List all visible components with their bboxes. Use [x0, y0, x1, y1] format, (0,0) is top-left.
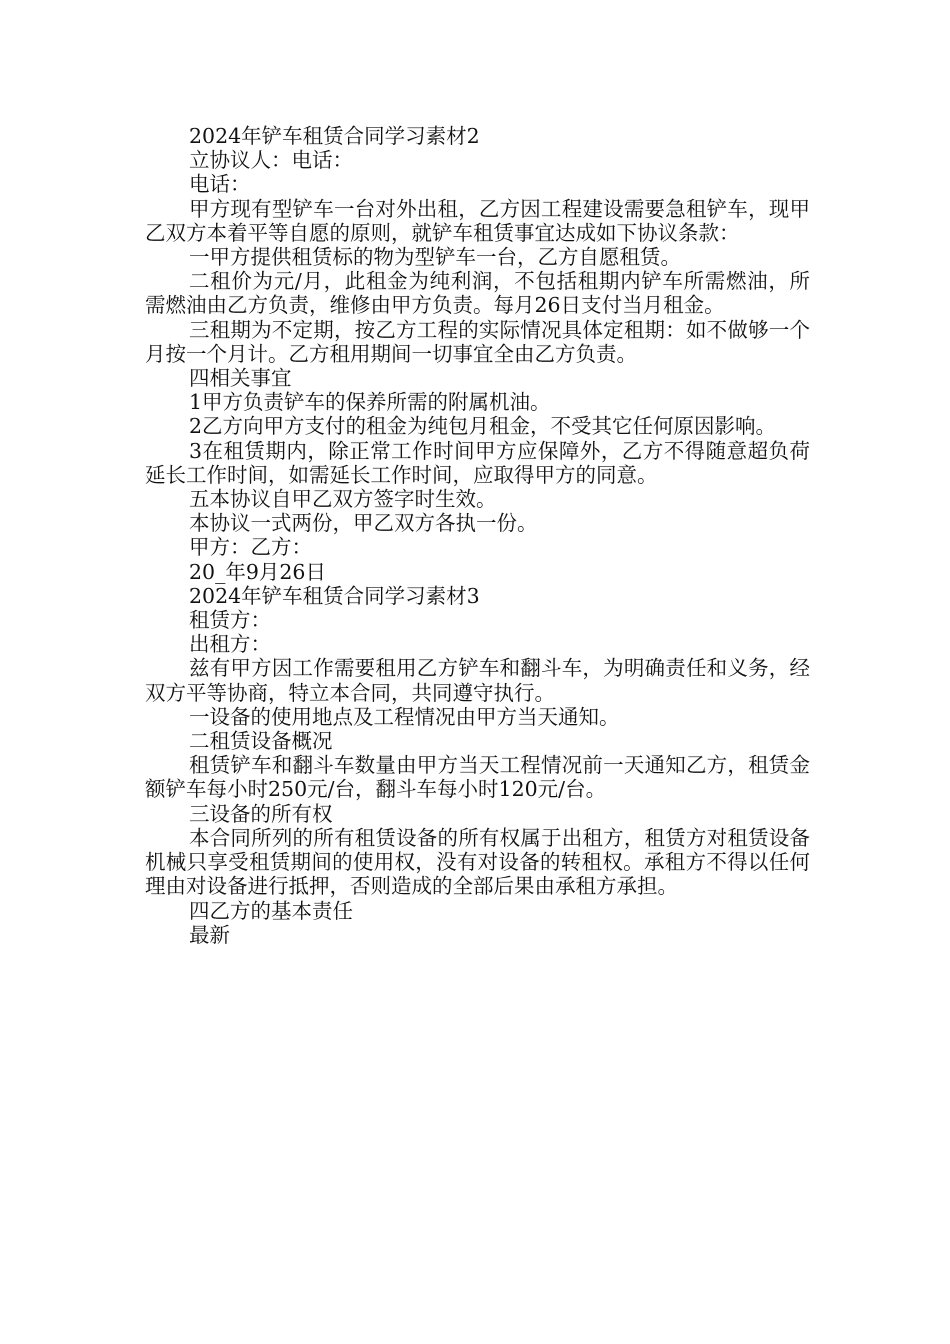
clause-4-item-2: 2乙方向甲方支付的租金为纯包月租金，不受其它任何原因影响。: [189, 414, 777, 439]
section-3-heading: 三设备的所有权: [189, 801, 333, 826]
contract-preamble: 兹有甲方因工作需要租用乙方铲车和翻斗车，为明确责任和义务，经双方平等协商，特立本合同，共同遵守执行。: [145, 656, 810, 705]
preamble-paragraph: 甲方现有型铲车一台对外出租，乙方因工程建设需要急租铲车，现甲乙双方本着平等自愿的原则，就铲车租赁事宜达成如下协议条款：: [145, 196, 810, 245]
agreement-party-line: 立协议人：电话：: [189, 148, 353, 173]
section-3-body: 本合同所列的所有租赁设备的所有权属于出租方，租赁方对租赁设备机械只享受租赁期间的使用权，没有对设备的转租权。承租方不得以任何理由对设备进行抵押，否则造成的全部后果由承租方承担。: [145, 825, 810, 899]
lessor-line: 出租方：: [189, 632, 271, 657]
section-2-body: 租赁铲车和翻斗车数量由甲方当天工程情况前一天通知乙方，租赁金额铲车每小时250元/台，翻斗车每小时120元/台。: [145, 753, 810, 802]
copies-line: 本协议一式两份，甲乙双方各执一份。: [189, 511, 538, 536]
clause-5: 五本协议自甲乙双方签字时生效。: [189, 487, 497, 512]
trailing-text: 最新: [189, 922, 230, 947]
clause-4-item-3: 3在租赁期内，除正常工作时间甲方应保障外，乙方不得随意超负荷延长工作时间，如需延长工作时间，应取得甲方的同意。: [145, 438, 810, 487]
clause-4-heading: 四相关事宜: [189, 366, 292, 391]
document-title-3: 2024年铲车租赁合同学习素材3: [189, 583, 480, 608]
document-page: [145, 124, 810, 947]
date-line: 20_年9月26日: [189, 559, 326, 584]
phone-line: 电话：: [189, 172, 251, 197]
lessee-line: 租赁方：: [189, 608, 271, 633]
signature-line: 甲方：乙方：: [189, 535, 312, 560]
section-2-heading: 二租赁设备概况: [189, 729, 333, 754]
section-1: 一设备的使用地点及工程情况由甲方当天通知。: [189, 704, 620, 729]
clause-1: 一甲方提供租赁标的物为型铲车一台，乙方自愿租赁。: [189, 245, 681, 270]
section-4-heading: 四乙方的基本责任: [189, 898, 353, 923]
clause-2: 二租价为元/月，此租金为纯利润，不包括租期内铲车所需燃油，所需燃油由乙方负责，维修由甲方负责。每月26日支付当月租金。: [145, 269, 810, 318]
clause-3: 三租期为不定期，按乙方工程的实际情况具体定租期：如不做够一个月按一个月计。乙方租用期间一切事宜全由乙方负责。: [145, 317, 810, 366]
clause-4-item-1: 1甲方负责铲车的保养所需的附属机油。: [189, 390, 551, 415]
document-title-2: 2024年铲车租赁合同学习素材2: [189, 124, 480, 148]
